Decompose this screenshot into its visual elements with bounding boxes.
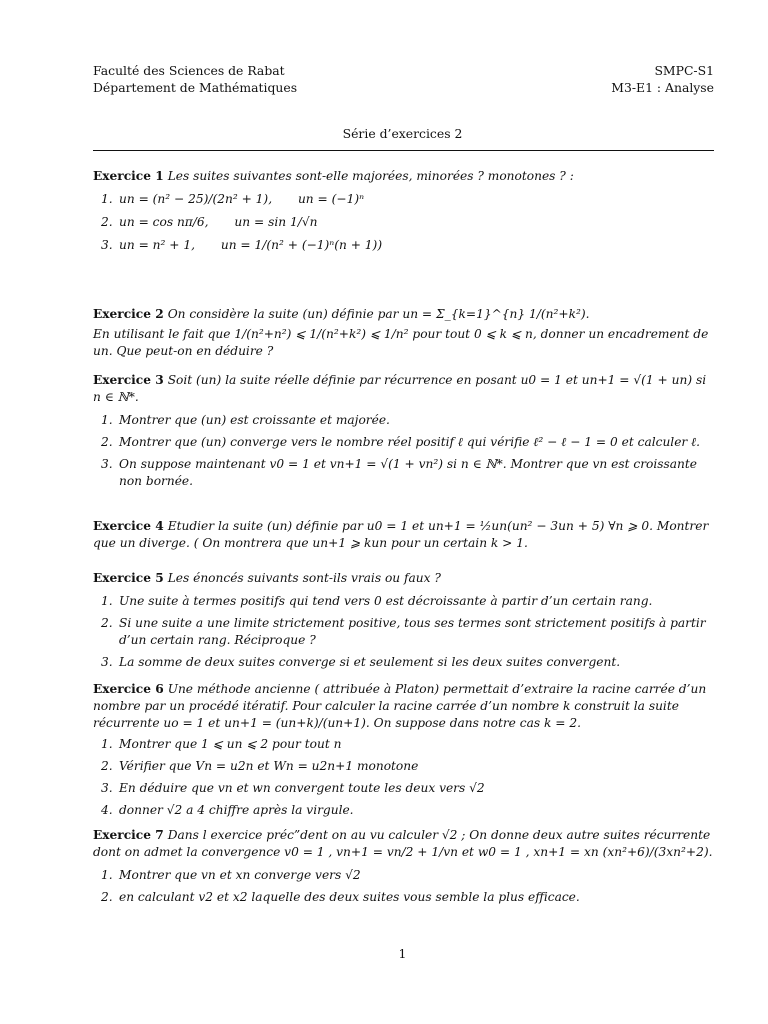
item-number: 2. [101, 616, 113, 630]
exercise-6 [93, 681, 714, 824]
item-text: Montrer que (un) est croissante et majorée. [119, 413, 390, 427]
page-title: Série d’exercices 2 [342, 126, 463, 141]
title-rule [93, 150, 714, 151]
item-text: donner √2 a 4 chiffre après la virgule. [119, 803, 354, 817]
item-number: 1. [101, 413, 113, 427]
item-list [93, 412, 714, 490]
exercise-text: Etudier la suite (un) définie par u0 = 1 et un+1 = ½un(un² − 3un + 5) ∀n ⩾ 0. Montrer que un diverge. ( On montrera que un+1 ⩾ kun pour un certain k > 1. [93, 519, 709, 550]
exercise-text: Soit (un) la suite réelle définie par récurrence en posant u0 = 1 et un+1 = √(1 + un) si n ∈ ℕ*. [93, 373, 707, 404]
item-list [93, 191, 714, 254]
item-number: 2. [101, 435, 113, 449]
item-number: 3. [101, 781, 113, 795]
header-left [93, 62, 297, 96]
exercise-3 [93, 372, 714, 495]
item-number: 4. [101, 803, 113, 817]
list-item [101, 237, 714, 254]
course-code: SMPC-S1 [654, 63, 714, 78]
exercise-label: Exercice 7 [93, 828, 164, 842]
item-number: 1. [101, 737, 113, 751]
item-text: Une suite à termes positifs qui tend vers 0 est décroissante à partir d’un certain rang. [119, 594, 653, 608]
item-text: Si une suite a une limite strictement positive, tous ses termes sont strictement positifs à partir d’un certain rang. Réciproque ? [119, 616, 706, 647]
module-name: M3-E1 : Analyse [611, 80, 714, 95]
faculty-name: Faculté des Sciences de Rabat [93, 63, 285, 78]
exercise-text: Les énoncés suivants sont-ils vrais ou faux ? [167, 571, 441, 585]
list-item [101, 593, 714, 610]
item-number: 1. [101, 192, 113, 206]
exercise-label: Exercice 4 [93, 519, 164, 533]
item-number: 2. [101, 759, 113, 773]
list-item [101, 867, 714, 884]
page-number: 1 [398, 946, 407, 961]
list-item [101, 456, 714, 490]
exercise-text: En utilisant le fait que 1/(n²+n²) ⩽ 1/(n²+k²) ⩽ 1/n² pour tout 0 ⩽ k ⩽ n, donner un encadrement de un. Que peut-on en déduire ? [93, 327, 709, 358]
list-item [101, 802, 714, 819]
department-name: Département de Mathématiques [93, 80, 298, 95]
item-number: 1. [101, 594, 113, 608]
exercise-1 [93, 168, 714, 259]
item-number: 3. [101, 238, 113, 252]
item-number: 2. [101, 215, 113, 229]
exercise-label: Exercice 1 [93, 169, 164, 183]
formula: un = n² + 1, [119, 238, 195, 252]
list-item [101, 412, 714, 429]
exercise-4 [93, 518, 714, 552]
item-number: 3. [101, 655, 113, 669]
exercise-text: Une méthode ancienne ( attribuée à Platon) permettait d’extraire la racine carrée d’un nombre par un procédé itératif. Pour calculer la racine carrée d’un nombre k construit la suite récurrente uo = 1 et un+1 = (un+k)/(un+1). On suppose dans notre cas k = 2. [93, 682, 707, 730]
list-item [101, 889, 714, 906]
item-text: en calculant v2 et x2 laquelle des deux suites vous semble la plus efficace. [119, 890, 580, 904]
item-text: Montrer que vn et xn converge vers √2 [119, 868, 361, 882]
header-right [611, 62, 714, 96]
list-item [101, 780, 714, 797]
item-list [93, 867, 714, 906]
list-item [101, 736, 714, 753]
list-item [101, 191, 714, 208]
exercise-label: Exercice 2 [93, 307, 164, 321]
list-item [101, 758, 714, 775]
item-list [93, 593, 714, 671]
list-item [101, 615, 714, 649]
item-text: Vérifier que Vn = u2n et Wn = u2n+1 monotone [119, 759, 419, 773]
exercise-label: Exercice 3 [93, 373, 164, 387]
formula: un = (n² − 25)/(2n² + 1), [119, 192, 273, 206]
exercise-label: Exercice 6 [93, 682, 164, 696]
item-text: En déduire que vn et wn convergent toute les deux vers √2 [119, 781, 485, 795]
exercise-2 [93, 306, 714, 360]
exercise-text: Les suites suivantes sont-elle majorées, minorées ? monotones ? : [167, 169, 574, 183]
formula: un = (−1)ⁿ [297, 192, 365, 206]
item-text: On suppose maintenant v0 = 1 et vn+1 = √(1 + vn²) si n ∈ ℕ*. Montrer que vn est croissante non bornée. [119, 457, 698, 488]
exercise-text: Dans l exercice préc”dent on au vu calculer √2 ; On donne deux autre suites récurrente dont on admet la convergence v0 = 1 , vn+1 = vn/2 + 1/vn et w0 = 1 , xn+1 = xn (xn²+6)/(3xn²+2). [93, 828, 713, 859]
item-text: La somme de deux suites converge si et seulement si les deux suites convergent. [119, 655, 621, 669]
item-list [93, 736, 714, 819]
item-text: Montrer que 1 ⩽ un ⩽ 2 pour tout n [119, 737, 342, 751]
list-item [101, 214, 714, 231]
formula: un = sin 1/√n [234, 215, 318, 229]
item-number: 3. [101, 457, 113, 471]
exercise-7 [93, 827, 714, 911]
exercise-5 [93, 570, 714, 676]
list-item [101, 434, 714, 451]
formula: un = 1/(n² + (−1)ⁿ(n + 1)) [220, 238, 383, 252]
list-item [101, 654, 714, 671]
formula: un = cos nπ/6, [119, 215, 209, 229]
exercise-label: Exercice 5 [93, 571, 164, 585]
exercise-text: On considère la suite (un) définie par un = Σ_{k=1}^{n} 1/(n²+k²). [167, 307, 590, 321]
item-number: 2. [101, 890, 113, 904]
item-number: 1. [101, 868, 113, 882]
item-text: Montrer que (un) converge vers le nombre réel positif ℓ qui vérifie ℓ² − ℓ − 1 = 0 et calculer ℓ. [119, 435, 701, 449]
